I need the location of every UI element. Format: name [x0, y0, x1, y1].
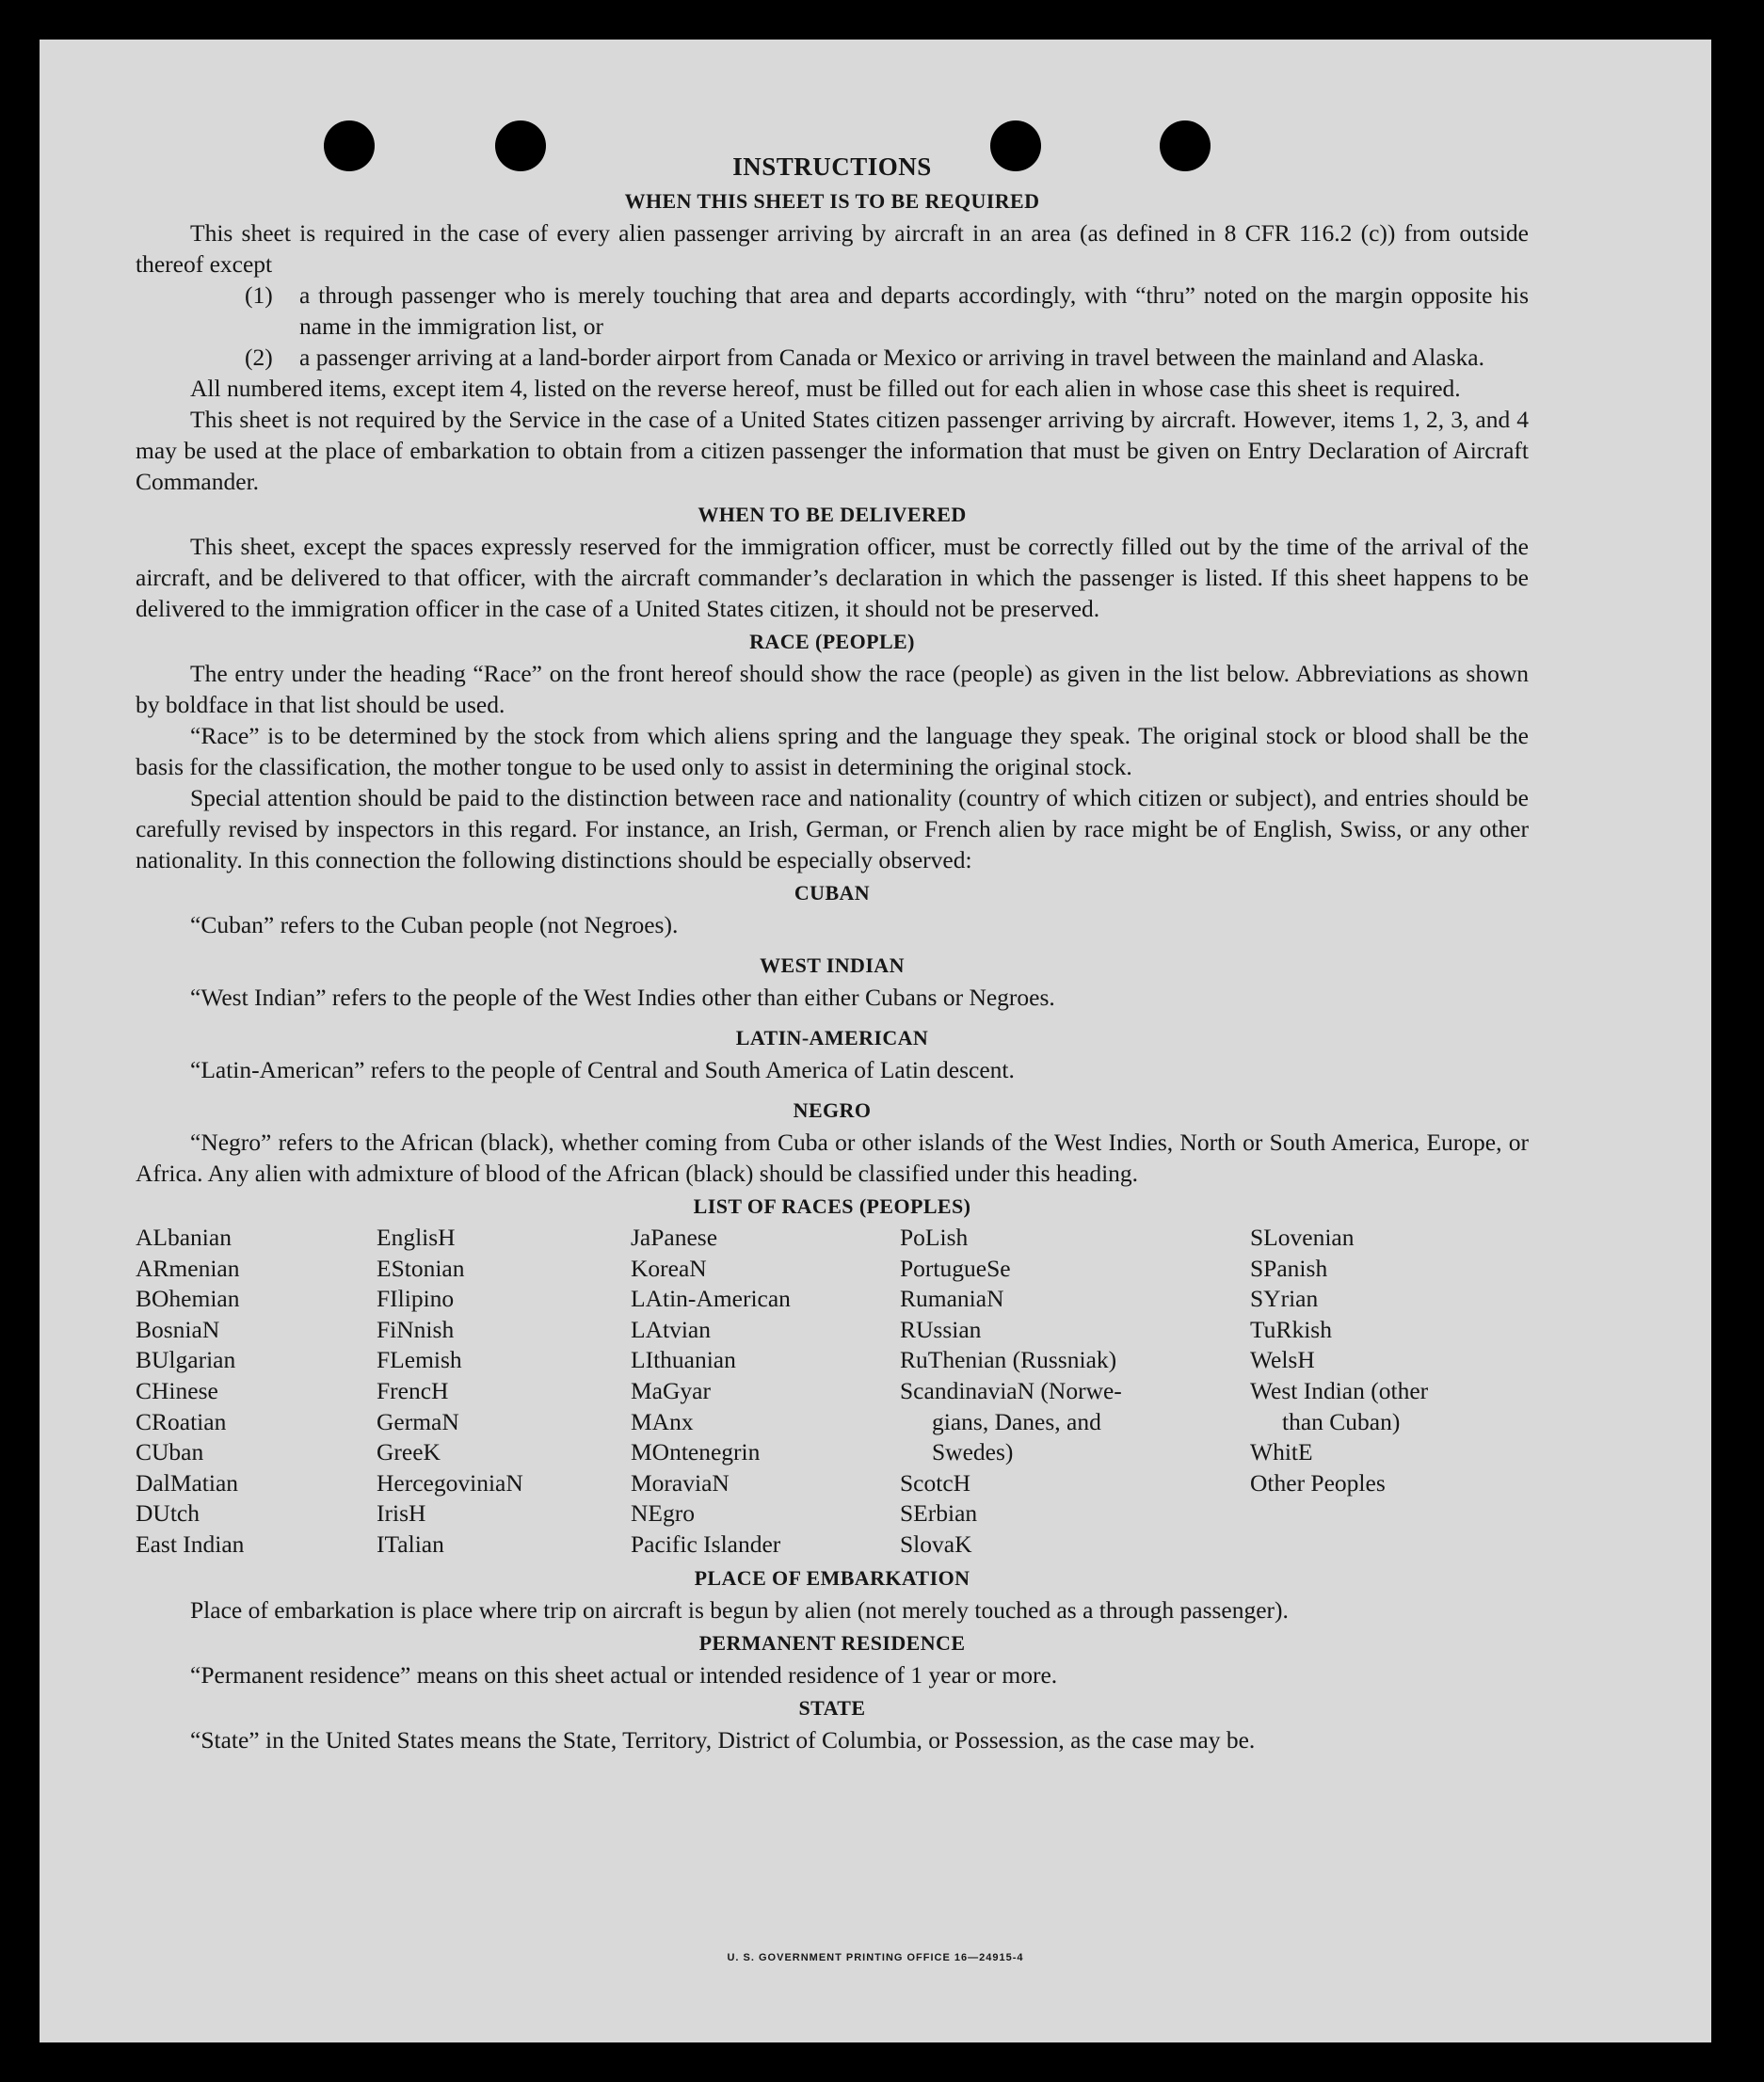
race-entry: EnglisH — [377, 1224, 456, 1251]
race-entry: ARmenian — [136, 1254, 240, 1282]
race-entry: GermaN — [377, 1407, 459, 1435]
race-entry: PortugueSe — [900, 1254, 1011, 1282]
document-page — [40, 40, 1711, 2042]
paragraph: “West Indian” refers to the people of the West Indies other than either Cubans or Negroes. — [190, 984, 1055, 1011]
printing-office-footer: U. S. GOVERNMENT PRINTING OFFICE 16—24915-4 — [727, 1952, 1024, 1963]
race-entry: LAtin-American — [631, 1285, 791, 1313]
race-entry: WhitE — [1250, 1438, 1313, 1466]
race-entry: RUssian — [900, 1315, 982, 1343]
race-entry: ITalian — [377, 1529, 444, 1558]
section-heading-list-of-races: LIST OF RACES (PEOPLES) — [693, 1194, 971, 1218]
race-entry: HercegoviniaN — [377, 1468, 523, 1497]
paragraph: “Race” is to be determined by the stock from which aliens spring and the language they speak. The original stock or blood shall be the basis for the classification, the mother tongue to be used only to assist in determining the original stock. — [136, 722, 1529, 780]
subheading-negro: NEGRO — [793, 1098, 872, 1122]
race-entry: SYrian — [1250, 1285, 1319, 1313]
race-entry: CRoatian — [136, 1407, 227, 1435]
race-entry: ScotcH — [900, 1468, 971, 1497]
paragraph: “Negro” refers to the African (black), whether coming from Cuba or other islands of the West Indies, North or South America, Europe, or Africa. Any alien with admixture of blood of the African (black) should be classified under this heading. — [136, 1129, 1529, 1187]
race-entry: NEgro — [631, 1499, 695, 1528]
race-entry: CHinese — [136, 1376, 218, 1404]
race-entry: FiNnish — [377, 1315, 455, 1343]
paragraph: “Latin-American” refers to the people of Central and South America of Latin descent. — [190, 1056, 1015, 1083]
race-column — [136, 1223, 377, 1561]
race-entry: ALbanian — [136, 1224, 232, 1251]
race-entry: SPanish — [1250, 1254, 1328, 1282]
race-entry: RumaniaN — [900, 1285, 1004, 1313]
paragraph: All numbered items, except item 4, listed on the reverse hereof, must be filled out for each alien in whose case this sheet is required. — [190, 375, 1461, 402]
race-entry: BosniaN — [136, 1315, 220, 1343]
subheading-cuban: CUBAN — [794, 881, 871, 905]
race-entry: PoLish — [900, 1224, 969, 1251]
race-entry: Pacific Islander — [631, 1529, 781, 1558]
race-entry: FLemish — [377, 1346, 462, 1374]
race-entry-continued: than Cuban) — [1282, 1407, 1401, 1435]
race-entry: MoraviaN — [631, 1468, 730, 1497]
race-entry: SLovenian — [1250, 1224, 1355, 1251]
race-entry: West Indian (other — [1250, 1376, 1429, 1404]
exception-item: (1) a through passenger who is merely touching that area and departs accordingly, with “thru” noted on the margin opposite his name in the immigration list, or — [245, 281, 1529, 340]
race-entry: LAtvian — [631, 1315, 711, 1343]
race-entry: RuThenian (Russniak) — [900, 1346, 1117, 1374]
race-entry: MAnx — [631, 1407, 694, 1435]
paragraph: This sheet, except the spaces expressly reserved for the immigration officer, must be correctly filled out by the time of the arrival of the aircraft, and be delivered to that officer, with the aircraft commander’s declaration in which the passenger is listed. If this sheet happens to be delivered to the immigration officer in the case of a United States citizen, it should not be preserved. — [136, 533, 1529, 622]
race-column — [377, 1223, 631, 1561]
paragraph: The entry under the heading “Race” on the front hereof should show the race (people) as given in the list below. Abbreviations as shown by boldface in that list should be used. — [136, 660, 1529, 718]
exception-item: (2) a passenger arriving at a land-border airport from Canada or Mexico or arriving in travel between the mainland and Alaska. — [245, 344, 1484, 371]
race-entry: DUtch — [136, 1499, 200, 1528]
race-entry: MOntenegrin — [631, 1438, 761, 1466]
paragraph: Place of embarkation is place where trip on aircraft is begun by alien (not merely touched as a through passenger). — [190, 1595, 1289, 1624]
race-entry: KoreaN — [631, 1254, 707, 1282]
race-list — [136, 1223, 1529, 1561]
paragraph: “Permanent residence” means on this sheet actual or intended residence of 1 year or more. — [190, 1660, 1058, 1689]
paragraph: This sheet is required in the case of every alien passenger arriving by aircraft in an area (as defined in 8 CFR 116.2 (c)) from outside thereof except — [136, 219, 1529, 278]
race-entry: DalMatian — [136, 1468, 239, 1497]
section-heading-race: RACE (PEOPLE) — [749, 630, 915, 653]
race-entry: Other Peoples — [1250, 1468, 1386, 1497]
race-entry: TuRkish — [1250, 1315, 1332, 1343]
subheading-latin-american: LATIN-AMERICAN — [735, 1026, 929, 1049]
section-heading-required: WHEN THIS SHEET IS TO BE REQUIRED — [624, 189, 1040, 213]
race-column — [1250, 1223, 1529, 1561]
paragraph: “State” in the United States means the State, Territory, District of Columbia, or Possession, as the case may be. — [190, 1725, 1256, 1754]
section-heading-delivered: WHEN TO BE DELIVERED — [698, 503, 967, 526]
race-entry: SErbian — [900, 1499, 978, 1528]
section-heading-state: STATE — [798, 1695, 866, 1720]
race-entry: FIlipino — [377, 1285, 455, 1313]
race-entry-continued: Swedes) — [932, 1438, 1014, 1466]
race-entry: MaGyar — [631, 1376, 711, 1404]
race-entry: EStonian — [377, 1254, 465, 1282]
race-entry: SlovaK — [900, 1529, 972, 1558]
section-heading-residence: PERMANENT RESIDENCE — [698, 1630, 966, 1655]
race-entry: FrencH — [377, 1376, 449, 1404]
race-entry-continued: gians, Danes, and — [932, 1407, 1101, 1435]
race-entry: East Indian — [136, 1529, 245, 1558]
race-entry: CUban — [136, 1438, 204, 1466]
race-entry: ScandinaviaN (Norwe- — [900, 1376, 1122, 1404]
paragraph: This sheet is not required by the Service in the case of a United States citizen passenger arriving by aircraft. However, items 1, 2, 3, and 4 may be used at the place of embarkation to obtain from a citizen passenger the information that must be given on Entry Declaration of Aircraft Commander. — [136, 406, 1529, 495]
paragraph: “Cuban” refers to the Cuban people (not Negroes). — [190, 911, 679, 938]
race-column — [900, 1223, 1250, 1561]
race-entry: LIthuanian — [631, 1346, 736, 1374]
instructions-body — [136, 152, 1529, 1755]
race-entry: GreeK — [377, 1438, 441, 1466]
race-entry: IrisH — [377, 1499, 426, 1528]
race-column — [631, 1223, 900, 1561]
section-heading-embarkation: PLACE OF EMBARKATION — [694, 1565, 970, 1590]
race-entry: JaPanese — [631, 1224, 718, 1251]
subheading-west-indian: WEST INDIAN — [760, 953, 905, 977]
race-entry: BOhemian — [136, 1285, 240, 1313]
race-entry: WelsH — [1250, 1346, 1315, 1374]
paragraph: Special attention should be paid to the distinction between race and nationality (country of which citizen or subject), and entries should be carefully revised by inspectors in this regard. For instance, an Irish, German, or French alien by race might be of English, Swiss, or any other nationality. In this connection the following distinctions should be especially observed: — [136, 784, 1529, 873]
page-title: INSTRUCTIONS — [732, 152, 932, 181]
race-entry: BUlgarian — [136, 1346, 236, 1374]
